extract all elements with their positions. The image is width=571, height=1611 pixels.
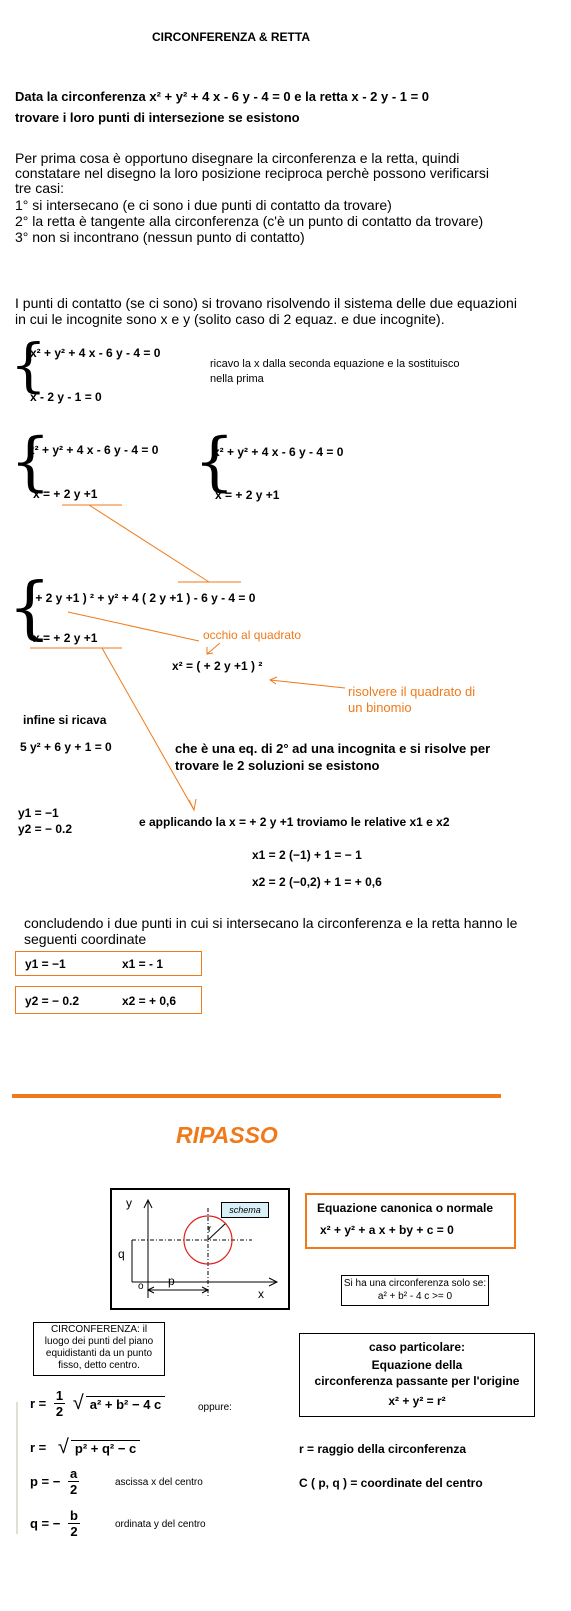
- ripasso-heading: RIPASSO: [176, 1122, 278, 1148]
- point1-x: x1 = - 1: [122, 957, 164, 971]
- schema-label: schema: [221, 1202, 269, 1218]
- condition-text: Si ha una circonferenza solo se:: [343, 1278, 487, 1289]
- conclusion-line: concludendo i due punti in cui si intersecano la circonferenza e la retta hanno le: [24, 915, 518, 931]
- radius-formula-1: r = $\frac{1}{2}$ √ a² + b² − 4 c: [30, 1388, 165, 1419]
- special-case-formula: x² + y² = r²: [388, 1394, 446, 1408]
- case-1: 1° si intersecano (e ci sono i due punti di contatto da trovare): [15, 197, 392, 213]
- sqrt-icon: √: [57, 1436, 69, 1458]
- problem-question: trovare i loro punti di intersezione se esistono: [15, 110, 300, 125]
- intro-line: constatare nel disegno la loro posizione reciproca perchè possono verificarsi: [15, 165, 489, 181]
- condition-formula: a² + b² - 4 c >= 0: [377, 1291, 453, 1302]
- special-case-title: caso particolare:: [368, 1340, 466, 1354]
- special-case-line: Equazione della: [371, 1358, 463, 1372]
- pointer-applying: [102, 648, 194, 810]
- conclusion-line: seguenti coordinate: [24, 931, 147, 947]
- sys1-note: nella prima: [210, 373, 264, 385]
- solution-y1: y1 = −1: [18, 806, 59, 820]
- pointer-square: [207, 643, 220, 654]
- sys3-eq2: x = + 2 y +1: [33, 631, 98, 645]
- intersection-point-1: [15, 951, 202, 976]
- oppure-label: oppure:: [198, 1402, 232, 1413]
- arrow-to-substitution: [89, 505, 209, 582]
- center-x-note: ascissa x del centro: [115, 1477, 203, 1488]
- x-axis-label: x: [258, 1287, 264, 1301]
- square-expression: x² = ( + 2 y +1 ) ²: [172, 659, 263, 673]
- system-intro-line: in cui le incognite sono x e y (solito caso di 2 equaz. e due incognite).: [15, 311, 445, 327]
- origin-label: o: [138, 1281, 144, 1292]
- center-y-formula: q = − $\frac{b}{2}$: [30, 1508, 78, 1539]
- center-y-note: ordinata y del centro: [115, 1519, 206, 1530]
- sys2a-eq2: x = + 2 y +1: [33, 487, 98, 501]
- center-x-formula: p = − $\frac{a}{2}$: [30, 1466, 78, 1497]
- point1-y: y1 = −1: [25, 957, 66, 971]
- note-square: occhio al quadrato: [203, 628, 302, 642]
- point2-y: y2 = − 0.2: [25, 994, 80, 1008]
- quadratic-comment: trovare le 2 soluzioni se esistono: [175, 758, 380, 773]
- special-case-line: circonferenza passante per l'origine: [314, 1374, 520, 1388]
- page-title: CIRCONFERENZA & RETTA: [152, 30, 310, 44]
- intro-line: tre casi:: [15, 180, 65, 196]
- note-binomial: risolvere il quadrato di: [348, 684, 476, 699]
- definition-line: CIRCONFERENZA: il: [50, 1324, 148, 1335]
- section-divider: [12, 1094, 501, 1098]
- sys2b-eq2: x = + 2 y +1: [215, 488, 280, 502]
- x1-calculation: x1 = 2 (−1) + 1 = − 1: [252, 848, 362, 862]
- intersection-point-2: [15, 986, 202, 1014]
- definition-line: fisso, detto centro.: [58, 1360, 140, 1371]
- definition-line: equidistanti da un punto: [45, 1348, 153, 1359]
- pointer-square: [68, 612, 199, 641]
- definition-box: [33, 1322, 165, 1376]
- sys2b-eq1: x² + y² + 4 x - 6 y - 4 = 0: [213, 445, 344, 459]
- condition-box: [341, 1275, 489, 1306]
- special-case-box: [299, 1333, 535, 1417]
- sqrt-icon: √: [72, 1392, 84, 1414]
- x2-calculation: x2 = 2 (−0,2) + 1 = + 0,6: [252, 875, 382, 889]
- point2-x: x2 = + 0,6: [122, 994, 177, 1008]
- center-definition: C ( p, q ) = coordinate del centro: [299, 1476, 483, 1490]
- system-brace: {: [8, 569, 52, 648]
- quadratic-equation: 5 y² + 6 y + 1 = 0: [20, 740, 112, 754]
- pointer-binomial: [270, 680, 345, 688]
- r-label: r: [208, 1224, 212, 1235]
- note-binomial: un binomio: [348, 700, 412, 715]
- formula-margin: [16, 1402, 18, 1534]
- canonical-equation-box: [305, 1193, 516, 1249]
- system-brace: {: [194, 425, 235, 499]
- definition-line: luogo dei punti del piano: [44, 1336, 154, 1347]
- circle-diagram: [110, 1188, 290, 1310]
- p-label: p: [168, 1274, 175, 1288]
- radius-definition: r = raggio della circonferenza: [299, 1442, 467, 1456]
- sys1-eq1: x² + y² + 4 x - 6 y - 4 = 0: [30, 346, 161, 360]
- quadratic-comment: che è una eq. di 2° ad una incognita e si risolve per: [175, 741, 491, 756]
- system-intro-line: I punti di contatto (se ci sono) si trovano risolvendo il sistema delle due equazioni: [15, 295, 517, 311]
- sys3-eq1: ( + 2 y +1 ) ² + y² + 4 ( 2 y +1 ) - 6 y - 4 = 0: [28, 591, 256, 605]
- canonical-equation: x² + y² + a x + by + c = 0: [320, 1223, 454, 1237]
- sys1-note: ricavo la x dalla seconda equazione e la sostituisco: [210, 358, 460, 370]
- canonical-title: Equazione canonica o normale: [317, 1201, 494, 1215]
- case-3: 3° non si incontrano (nessun punto di contatto): [15, 229, 305, 245]
- problem-statement: Data la circonferenza x² + y² + 4 x - 6 y - 4 = 0 e la retta x - 2 y - 1 = 0: [15, 89, 430, 104]
- intro-line: Per prima cosa è opportuno disegnare la circonferenza e la retta, quindi: [15, 150, 460, 166]
- radius-formula-2: r = √ p² + q² − c: [30, 1436, 140, 1459]
- solution-y2: y2 = − 0.2: [18, 822, 73, 836]
- y-axis-label: y: [126, 1196, 132, 1210]
- applying-line: e applicando la x = + 2 y +1 troviamo le relative x1 e x2: [139, 815, 450, 829]
- system-brace: {: [10, 331, 47, 399]
- system-brace: {: [10, 425, 51, 499]
- infine-label: infine si ricava: [23, 713, 107, 727]
- case-2: 2° la retta è tangente alla circonferenza (c'è un punto di contatto da trovare): [15, 213, 484, 229]
- sys2a-eq1: x² + y² + 4 x - 6 y - 4 = 0: [28, 443, 159, 457]
- q-label: q: [118, 1247, 125, 1261]
- sys1-eq2: x - 2 y - 1 = 0: [30, 390, 102, 404]
